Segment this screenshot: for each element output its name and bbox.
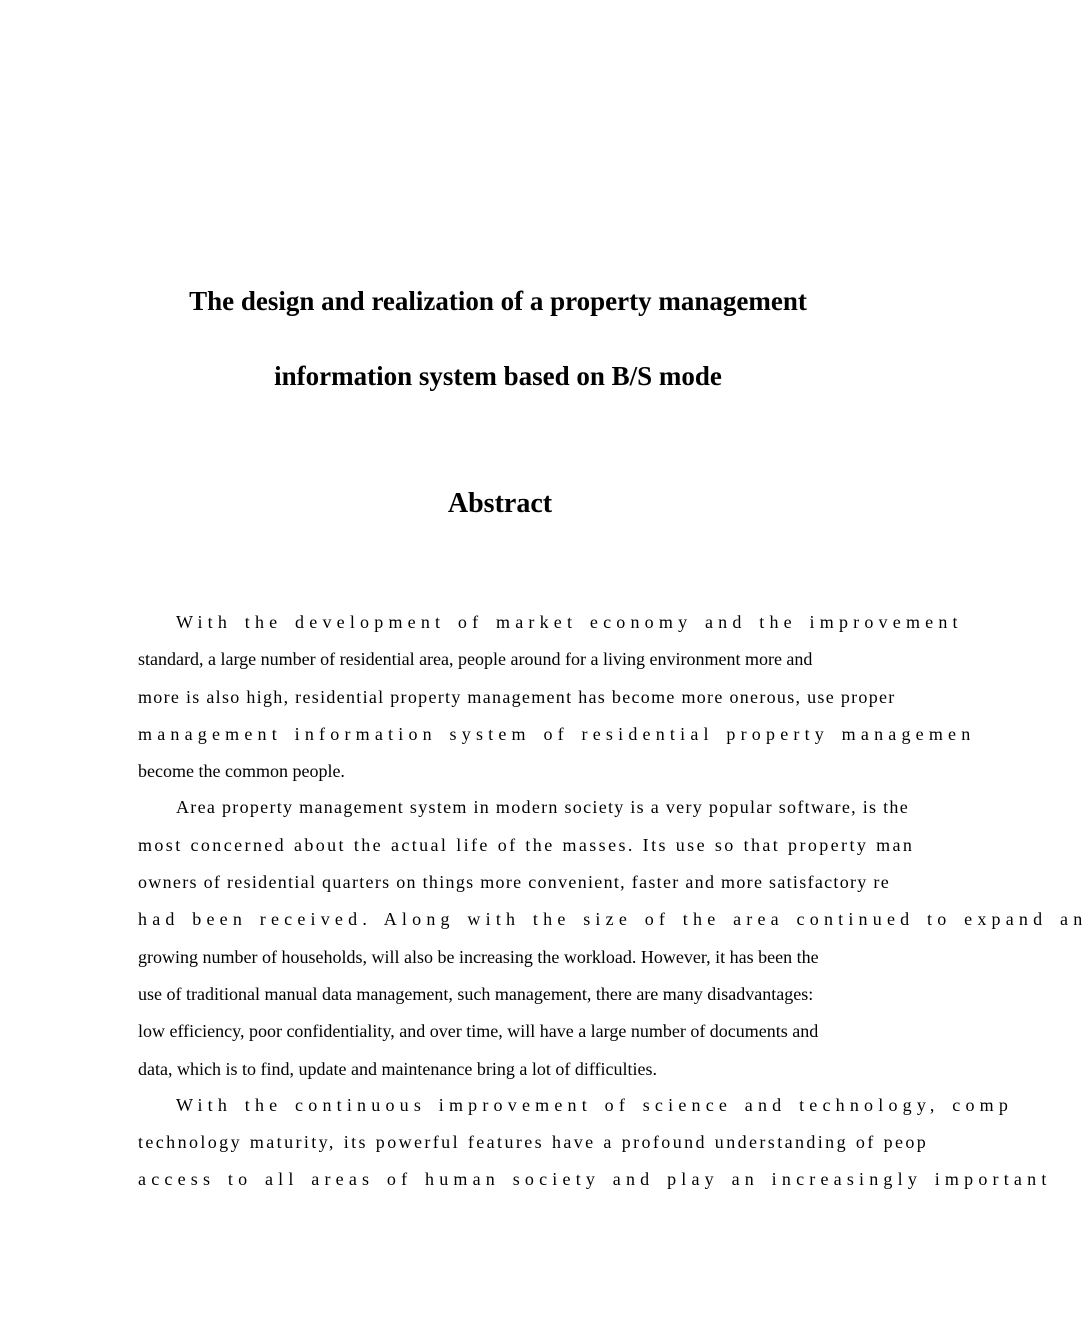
text-line: owners of residential quarters on things more convenient, faster and more satisfactory re [138,872,890,892]
text-line: technology maturity, its powerful features have a profound understanding of peop [138,1132,929,1152]
text-line: Area property management system in modern society is a very popular software, is the [176,797,910,817]
text-line: had been received. Along with the size of the area continued to expand an [138,909,1087,929]
abstract-heading: Abstract [447,488,553,519]
text-line: standard, a large number of residential area, people around for a living environment more and [138,649,813,669]
text-line: growing number of households, will also be increasing the workload. However, it has been the [138,947,819,967]
text-line: low efficiency, poor confidentiality, and over time, will have a large number of documents and [138,1021,819,1041]
text-line: access to all areas of human society and play an increasingly important [138,1169,1052,1189]
title-line-1: The design and realization of a property management [189,286,807,316]
text-line: management information system of residential property managemen [138,724,976,744]
text-line: become the common people. [138,761,345,781]
text-line: With the development of market economy and the improvement [176,612,963,632]
text-line: use of traditional manual data management, such management, there are many disadvantages: [138,984,814,1004]
text-line: data, which is to find, update and maintenance bring a lot of difficulties. [138,1059,658,1079]
title-line-2: information system based on B/S mode [274,361,722,391]
text-line: more is also high, residential property management has become more onerous, use proper [138,687,896,707]
text-line: most concerned about the actual life of the masses. Its use so that property man [138,835,915,855]
text-line: With the continuous improvement of science and technology, comp [176,1095,1014,1115]
